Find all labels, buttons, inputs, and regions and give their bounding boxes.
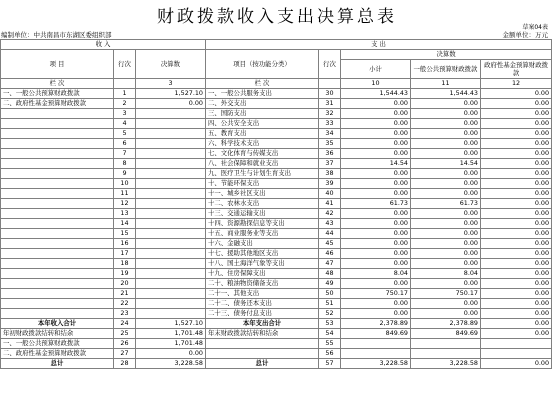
expense-item: 八、社会保障和就业支出 (206, 159, 319, 169)
expense-subtotal: 61.73 (341, 199, 411, 209)
expense-item: 一、一般公共服务支出 (206, 89, 319, 99)
income-amount: 1,701.48 (136, 339, 206, 349)
expense-row-no: 55 (319, 339, 341, 349)
income-item (1, 229, 114, 239)
col-11: 11 (411, 79, 481, 89)
general-budget-header: 一般公共预算财政拨款 (411, 60, 481, 79)
expense-general-budget: 849.69 (411, 329, 481, 339)
table-row (1, 309, 552, 319)
expense-item: 十九、住房保障支出 (206, 269, 319, 279)
expense-row-no: 32 (319, 109, 341, 119)
income-row-no: 13 (114, 209, 136, 219)
income-amount (136, 309, 206, 319)
expense-row-no: 39 (319, 179, 341, 189)
expense-subtotal: 0.00 (341, 99, 411, 109)
expense-general-budget: 0.00 (411, 99, 481, 109)
income-item (1, 259, 114, 269)
amount-unit: 金额单位：万元 (502, 31, 548, 39)
income-item (1, 189, 114, 199)
expense-subtotal: 0.00 (341, 129, 411, 139)
expense-item: 十五、商业服务业等支出 (206, 229, 319, 239)
expense-row-no: 43 (319, 219, 341, 229)
expense-subtotal (341, 349, 411, 359)
expense-item: 六、科学技术支出 (206, 139, 319, 149)
expense-gov-fund: 0.00 (481, 149, 552, 159)
expense-gov-fund: 0.00 (481, 289, 552, 299)
income-row-no: 10 (114, 179, 136, 189)
table-row (1, 359, 552, 369)
income-row-no: 14 (114, 219, 136, 229)
expense-subtotal: 1,544.43 (341, 89, 411, 99)
income-item: 总计 (1, 359, 114, 369)
table-row (1, 289, 552, 299)
income-item (1, 239, 114, 249)
income-amount (136, 129, 206, 139)
expense-gov-fund: 0.00 (481, 209, 552, 219)
expense-row-no: 34 (319, 129, 341, 139)
income-row-no: 11 (114, 189, 136, 199)
income-amount (136, 189, 206, 199)
expense-general-budget: 750.17 (411, 289, 481, 299)
expense-subtotal: 750.17 (341, 289, 411, 299)
col-10: 10 (341, 79, 411, 89)
expense-row-no: 50 (319, 289, 341, 299)
expense-gov-fund: 0.00 (481, 359, 552, 369)
expense-general-budget: 0.00 (411, 259, 481, 269)
col-12: 12 (481, 79, 552, 89)
table-row (1, 269, 552, 279)
expense-general-budget (411, 339, 481, 349)
expense-general-budget: 0.00 (411, 229, 481, 239)
expense-subtotal: 0.00 (341, 229, 411, 239)
expense-gov-fund (481, 349, 552, 359)
blank-cell (114, 79, 136, 89)
expense-subtotal: 3,228.58 (341, 359, 411, 369)
expense-gov-fund: 0.00 (481, 249, 552, 259)
expense-general-budget: 0.00 (411, 279, 481, 289)
income-row-no: 12 (114, 199, 136, 209)
expense-gov-fund: 0.00 (481, 259, 552, 269)
expense-subtotal: 849.69 (341, 329, 411, 339)
expense-gov-fund: 0.00 (481, 99, 552, 109)
table-row (1, 329, 552, 339)
income-row-no: 25 (114, 329, 136, 339)
compiling-unit: 编制单位：中共南昌市东湖区委组织部 (1, 31, 112, 39)
income-item (1, 159, 114, 169)
expense-gov-fund: 0.00 (481, 219, 552, 229)
expense-row-no: 46 (319, 249, 341, 259)
expense-subtotal: 0.00 (341, 109, 411, 119)
expense-general-budget: 0.00 (411, 239, 481, 249)
expense-general-budget: 0.00 (411, 189, 481, 199)
expense-gov-fund: 0.00 (481, 129, 552, 139)
expense-row-no: 56 (319, 349, 341, 359)
expense-item: 五、教育支出 (206, 129, 319, 139)
income-amount (136, 249, 206, 259)
expense-item: 十六、金融支出 (206, 239, 319, 249)
income-amount (136, 149, 206, 159)
expense-row-no: 51 (319, 299, 341, 309)
table-row (1, 259, 552, 269)
expense-gov-fund: 0.00 (481, 299, 552, 309)
expense-row-no: 54 (319, 329, 341, 339)
income-item (1, 299, 114, 309)
expense-subtotal (341, 339, 411, 349)
table-row (1, 99, 552, 109)
income-item: 本年收入合计 (1, 319, 114, 329)
income-amount: 1,701.48 (136, 329, 206, 339)
expense-general-budget: 0.00 (411, 129, 481, 139)
expense-subtotal: 14.54 (341, 159, 411, 169)
row-no2-header: 行次 (319, 50, 341, 79)
expense-item: 十二、农林水支出 (206, 199, 319, 209)
income-row-no: 8 (114, 159, 136, 169)
expense-row-no: 44 (319, 229, 341, 239)
expense-subtotal: 0.00 (341, 209, 411, 219)
table-row (1, 149, 552, 159)
expense-item: 十、节能环保支出 (206, 179, 319, 189)
income-row-no: 6 (114, 139, 136, 149)
income-amount: 0.00 (136, 349, 206, 359)
expense-row-no: 36 (319, 149, 341, 159)
expense-general-budget: 0.00 (411, 149, 481, 159)
expense-gov-fund: 0.00 (481, 329, 552, 339)
expense-gov-fund: 0.00 (481, 239, 552, 249)
expense-row-no: 45 (319, 239, 341, 249)
income-item (1, 119, 114, 129)
table-row (1, 229, 552, 239)
expense-gov-fund: 0.00 (481, 269, 552, 279)
expense-subtotal: 0.00 (341, 189, 411, 199)
expense-row-no: 38 (319, 169, 341, 179)
expense-row-no: 52 (319, 309, 341, 319)
income-row-no: 26 (114, 339, 136, 349)
expense-subtotal: 0.00 (341, 259, 411, 269)
income-item (1, 139, 114, 149)
expense-item: 三、国防支出 (206, 109, 319, 119)
expense-general-budget: 0.00 (411, 299, 481, 309)
table-row (1, 219, 552, 229)
budget-table (0, 39, 552, 369)
income-amount (136, 259, 206, 269)
income-amount (136, 279, 206, 289)
income-item (1, 289, 114, 299)
table-row (1, 349, 552, 359)
blank-cell (319, 79, 341, 89)
expense-item: 十三、交通运输支出 (206, 209, 319, 219)
expense-general-budget: 1,544.43 (411, 89, 481, 99)
expense-subtotal: 0.00 (341, 299, 411, 309)
table-row (1, 159, 552, 169)
income-item: 年初财政拨款结转和结余 (1, 329, 114, 339)
expense-gov-fund: 0.00 (481, 139, 552, 149)
col-3: 3 (136, 79, 206, 89)
table-row (1, 119, 552, 129)
expense-item: 二十、粮油物资储备支出 (206, 279, 319, 289)
expense-gov-fund: 0.00 (481, 89, 552, 99)
expense-row-no: 49 (319, 279, 341, 289)
expense-item (206, 349, 319, 359)
expense-item: 二十二、债务还本支出 (206, 299, 319, 309)
income-item: 二、政府性基金预算财政拨款 (1, 99, 114, 109)
income-row-no: 4 (114, 119, 136, 129)
expense-general-budget: 8.04 (411, 269, 481, 279)
income-item: 二、政府性基金预算财政拨款 (1, 349, 114, 359)
table-row (1, 179, 552, 189)
expense-subtotal: 0.00 (341, 309, 411, 319)
expense-general-budget (411, 349, 481, 359)
income-item (1, 279, 114, 289)
expense-subtotal: 2,378.89 (341, 319, 411, 329)
expense-gov-fund: 0.00 (481, 179, 552, 189)
income-amount: 3,228.58 (136, 359, 206, 369)
expense-item (206, 339, 319, 349)
table-row (1, 189, 552, 199)
table-row (1, 319, 552, 329)
expense-subtotal: 8.04 (341, 269, 411, 279)
expense-row-no: 30 (319, 89, 341, 99)
expense-item: 十八、国土海洋气象等支出 (206, 259, 319, 269)
income-amount (136, 289, 206, 299)
expense-gov-fund: 0.00 (481, 309, 552, 319)
expense-general-budget: 0.00 (411, 119, 481, 129)
income-row-no: 7 (114, 149, 136, 159)
amount-header: 决算数 (136, 50, 206, 79)
income-item (1, 249, 114, 259)
expense-row-no: 40 (319, 189, 341, 199)
expense-subtotal: 0.00 (341, 139, 411, 149)
income-amount (136, 299, 206, 309)
col-label-right: 栏 次 (206, 79, 319, 89)
expense-item: 七、文化体育与传媒支出 (206, 149, 319, 159)
header-row-1 (1, 40, 552, 50)
income-amount (136, 139, 206, 149)
table-row (1, 299, 552, 309)
income-row-no: 16 (114, 239, 136, 249)
income-item (1, 219, 114, 229)
expense-row-no: 57 (319, 359, 341, 369)
expense-general-budget: 0.00 (411, 109, 481, 119)
expense-general-budget: 3,228.58 (411, 359, 481, 369)
expense-gov-fund: 0.00 (481, 109, 552, 119)
income-amount (136, 209, 206, 219)
income-row-no: 24 (114, 319, 136, 329)
expense-subtotal: 0.00 (341, 179, 411, 189)
income-amount (136, 219, 206, 229)
expense-item: 年末财政拨款结转和结余 (206, 329, 319, 339)
income-item: 一、一般公共预算财政拨款 (1, 89, 114, 99)
income-row-no: 20 (114, 279, 136, 289)
expense-gov-fund (481, 339, 552, 349)
expense-row-no: 47 (319, 259, 341, 269)
expense-row-no: 33 (319, 119, 341, 129)
income-row-no: 28 (114, 359, 136, 369)
income-header: 收 入 (1, 40, 206, 50)
income-row-no: 23 (114, 309, 136, 319)
income-row-no: 5 (114, 129, 136, 139)
income-row-no: 21 (114, 289, 136, 299)
expense-general-budget: 14.54 (411, 159, 481, 169)
expense-subtotal: 0.00 (341, 239, 411, 249)
income-item (1, 199, 114, 209)
income-amount: 0.00 (136, 99, 206, 109)
expense-item: 九、医疗卫生与计划生育支出 (206, 169, 319, 179)
expense-item: 二十一、其他支出 (206, 289, 319, 299)
table-row (1, 339, 552, 349)
expense-row-no: 53 (319, 319, 341, 329)
expense-general-budget: 0.00 (411, 309, 481, 319)
unit-row (0, 30, 554, 39)
expense-row-no: 37 (319, 159, 341, 169)
expense-general-budget: 0.00 (411, 179, 481, 189)
income-item: 一、一般公共预算财政拨款 (1, 339, 114, 349)
expense-gov-fund: 0.00 (481, 199, 552, 209)
income-amount (136, 109, 206, 119)
expense-general-budget: 0.00 (411, 139, 481, 149)
income-amount (136, 239, 206, 249)
income-row-no: 1 (114, 89, 136, 99)
income-item (1, 269, 114, 279)
final-amount-header: 决算数 (341, 50, 552, 60)
expense-general-budget: 0.00 (411, 249, 481, 259)
income-item (1, 309, 114, 319)
income-row-no: 17 (114, 249, 136, 259)
expense-general-budget: 0.00 (411, 209, 481, 219)
income-row-no: 27 (114, 349, 136, 359)
table-row (1, 249, 552, 259)
expense-row-no: 41 (319, 199, 341, 209)
expense-item: 十四、资源勘探信息等支出 (206, 219, 319, 229)
income-amount (136, 159, 206, 169)
income-amount: 1,527.10 (136, 319, 206, 329)
expense-item: 二十三、债务付息支出 (206, 309, 319, 319)
expense-item: 十七、援助其他地区支出 (206, 249, 319, 259)
income-amount (136, 199, 206, 209)
income-row-no: 15 (114, 229, 136, 239)
expense-general-budget: 0.00 (411, 169, 481, 179)
income-amount (136, 179, 206, 189)
expense-subtotal: 0.00 (341, 279, 411, 289)
income-amount (136, 229, 206, 239)
income-item (1, 209, 114, 219)
form-number: 草案04表 (522, 24, 548, 31)
expense-gov-fund: 0.00 (481, 169, 552, 179)
income-item (1, 169, 114, 179)
expense-subtotal: 0.00 (341, 119, 411, 129)
income-item (1, 149, 114, 159)
expense-item: 本年支出合计 (206, 319, 319, 329)
expense-item: 十一、城乡社区支出 (206, 189, 319, 199)
column-label-row (1, 79, 552, 89)
income-amount (136, 269, 206, 279)
expense-gov-fund: 0.00 (481, 229, 552, 239)
expense-general-budget: 0.00 (411, 219, 481, 229)
expense-subtotal: 0.00 (341, 249, 411, 259)
income-row-no: 18 (114, 259, 136, 269)
item-header: 项 目 (1, 50, 114, 79)
expense-gov-fund: 0.00 (481, 189, 552, 199)
expense-header: 支 出 (206, 40, 552, 50)
table-row (1, 209, 552, 219)
col-label-left: 栏 次 (1, 79, 114, 89)
table-row (1, 169, 552, 179)
table-row (1, 239, 552, 249)
expense-item: 四、公共安全支出 (206, 119, 319, 129)
subtotal-header: 小计 (341, 60, 411, 79)
expense-general-budget: 61.73 (411, 199, 481, 209)
income-amount: 1,527.10 (136, 89, 206, 99)
table-row (1, 89, 552, 99)
report-title: 财政拨款收入支出决算总表 (157, 7, 397, 27)
income-row-no: 22 (114, 299, 136, 309)
expense-row-no: 31 (319, 99, 341, 109)
expense-gov-fund: 0.00 (481, 119, 552, 129)
header-row-2 (1, 50, 552, 60)
table-row (1, 129, 552, 139)
expense-gov-fund: 0.00 (481, 279, 552, 289)
table-row (1, 109, 552, 119)
income-row-no: 9 (114, 169, 136, 179)
expense-row-no: 48 (319, 269, 341, 279)
income-amount (136, 119, 206, 129)
func-item-header: 项目（按功能分类） (206, 50, 319, 79)
expense-item: 二、外交支出 (206, 99, 319, 109)
expense-gov-fund: 0.00 (481, 159, 552, 169)
expense-row-no: 35 (319, 139, 341, 149)
expense-general-budget: 2,378.89 (411, 319, 481, 329)
table-row (1, 279, 552, 289)
expense-subtotal: 0.00 (341, 219, 411, 229)
income-item (1, 109, 114, 119)
income-row-no: 19 (114, 269, 136, 279)
gov-fund-header: 政府性基金预算财政拨款 (481, 60, 552, 79)
expense-row-no: 42 (319, 209, 341, 219)
expense-subtotal: 0.00 (341, 169, 411, 179)
expense-gov-fund: 0.00 (481, 319, 552, 329)
income-item (1, 129, 114, 139)
table-row (1, 139, 552, 149)
expense-subtotal: 0.00 (341, 149, 411, 159)
expense-item: 总计 (206, 359, 319, 369)
income-row-no: 2 (114, 99, 136, 109)
income-row-no: 3 (114, 109, 136, 119)
table-row (1, 199, 552, 209)
income-item (1, 179, 114, 189)
row-no-header: 行次 (114, 50, 136, 79)
income-amount (136, 169, 206, 179)
